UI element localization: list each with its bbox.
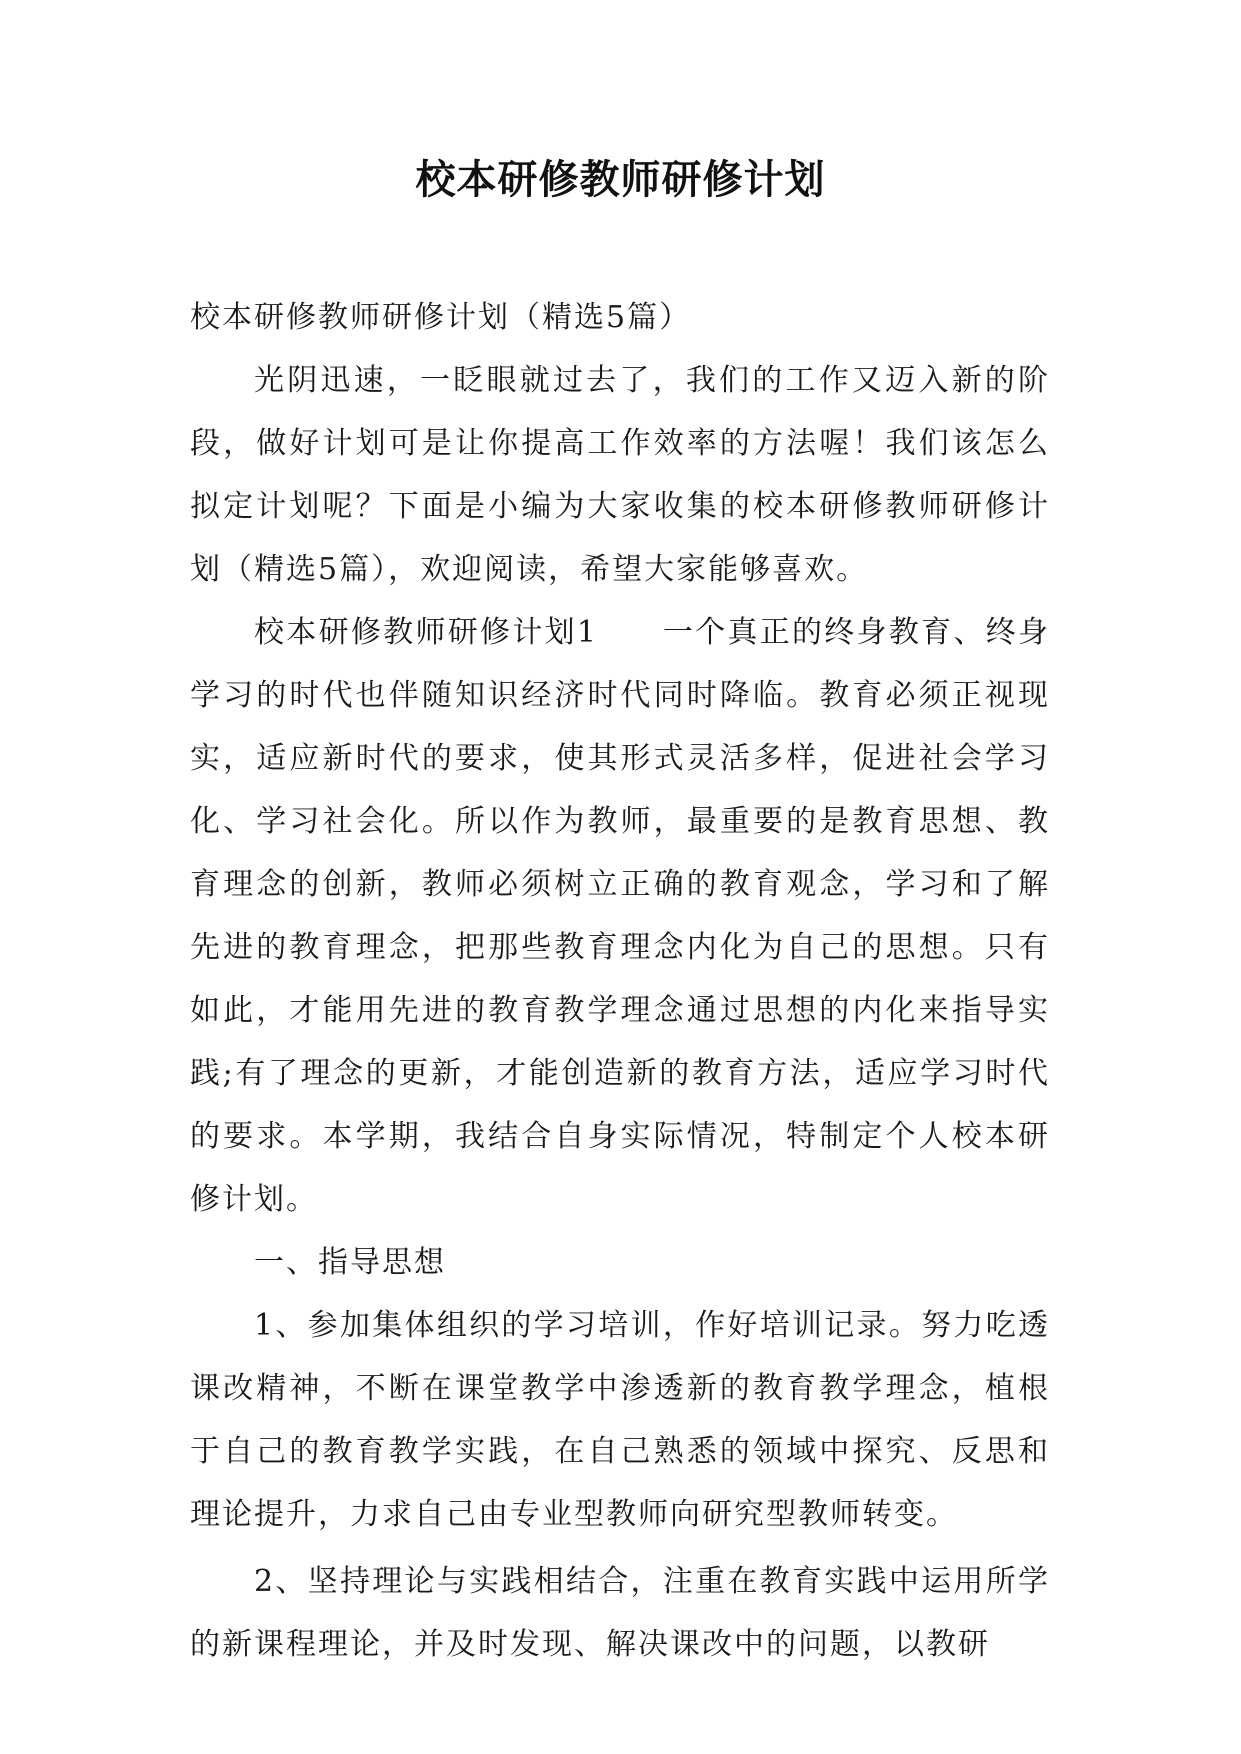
paragraph-item-2: 2、坚持理论与实践相结合，注重在教育实践中运用所学的新课程理论，并及时发现、解决课改中的问题，以教研 <box>190 1564 1050 1662</box>
paragraph-plan-1: 校本研修教师研修计划1 一个真正的终身教育、终身学习的时代也伴随知识经济时代同时降临。教育必须正视现实，适应新时代的要求，使其形式灵活多样，促进社会学习化、学习社会化。所以作为教师，最重要的是教育思想、教育理念的创新，教师必须树立正确的教育观念，学习和了解先进的教育理念，把那些教育理念内化为自己的思想。只有如此，才能用先进的教育教学理念通过思想的内化来指导实践;有了理念的更新，才能创造新的教育方法，适应学习时代的要求。本学期，我结合自身实际情况，特制定个人校本研修计划。 <box>190 615 1050 1217</box>
paragraph-intro: 光阴迅速，一眨眼就过去了，我们的工作又迈入新的阶段，做好计划可是让你提高工作效率的方法喔！我们该怎么拟定计划呢？下面是小编为大家收集的校本研修教师研修计划（精选5篇），欢迎阅读，希望大家能够喜欢。 <box>190 363 1050 587</box>
paragraph-item-1: 1、参加集体组织的学习培训，作好培训记录。努力吃透课改精神，不断在课堂教学中渗透新的教育教学理念，植根于自己的教育教学实践，在自己熟悉的领域中探究、反思和理论提升，力求自己由专业型教师向研究型教师转变。 <box>190 1308 1050 1532</box>
document-title: 校本研修教师研修计划 <box>415 157 826 203</box>
section-heading-guiding-thought: 一、指导思想 <box>254 1245 446 1280</box>
document-subtitle: 校本研修教师研修计划（精选5篇） <box>190 300 692 335</box>
document-body <box>190 286 1050 1676</box>
